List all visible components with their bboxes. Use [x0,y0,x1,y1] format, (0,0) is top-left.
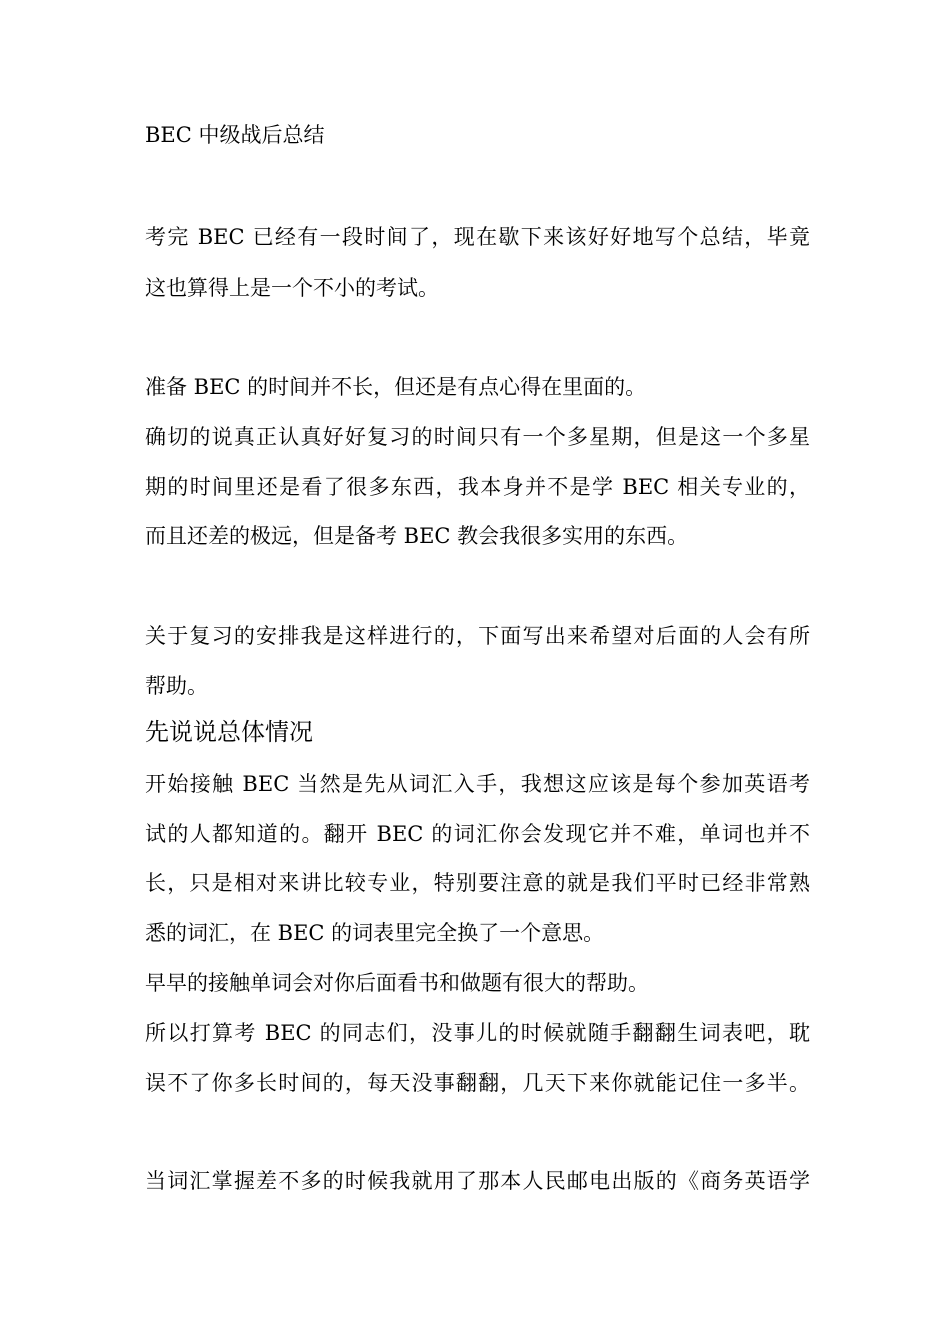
paragraph-line: 准备 BEC 的时间并不长，但还是有点心得在里面的。 [145,375,647,399]
paragraph-line: 早早的接触单词会对你后面看书和做题有很大的帮助。 [145,971,649,995]
paragraph-line: 所以打算考 BEC 的同志们，没事儿的时候就随手翻翻生词表吧，耽 [145,1021,810,1045]
paragraph-line: 确切的说真正认真好好复习的时间只有一个多星期，但是这一个多星 [145,425,810,449]
paragraph-line: 长，只是相对来讲比较专业，特别要注意的就是我们平时已经非常熟 [145,871,810,895]
paragraph-line: 考完 BEC 已经有一段时间了，现在歇下来该好好地写个总结，毕竟 [145,225,810,249]
paragraph-line: 当词汇掌握差不多的时候我就用了那本人民邮电出版的《商务英语学 [145,1169,810,1193]
paragraph-line: 关于复习的安排我是这样进行的，下面写出来希望对后面的人会有所 [145,624,810,648]
document-title: BEC 中级战后总结 [145,123,325,147]
paragraph-line: 期的时间里还是看了很多东西，我本身并不是学 BEC 相关专业的， [145,475,810,499]
paragraph-line: 开始接触 BEC 当然是先从词汇入手，我想这应该是每个参加英语考 [145,772,810,796]
paragraph-line: 而且还差的极远，但是备考 BEC 教会我很多实用的东西。 [145,524,689,548]
paragraph-line: 试的人都知道的。翻开 BEC 的词汇你会发现它并不难，单词也并不 [145,822,810,846]
paragraph-line: 帮助。 [145,674,208,698]
paragraph-line: 这也算得上是一个不小的考试。 [145,276,439,300]
section-heading: 先说说总体情况 [145,718,313,746]
paragraph-line: 悉的词汇，在 BEC 的词表里完全换了一个意思。 [145,921,605,945]
paragraph-line: 误不了你多长时间的，每天没事翻翻，几天下来你就能记住一多半。 [145,1071,810,1095]
